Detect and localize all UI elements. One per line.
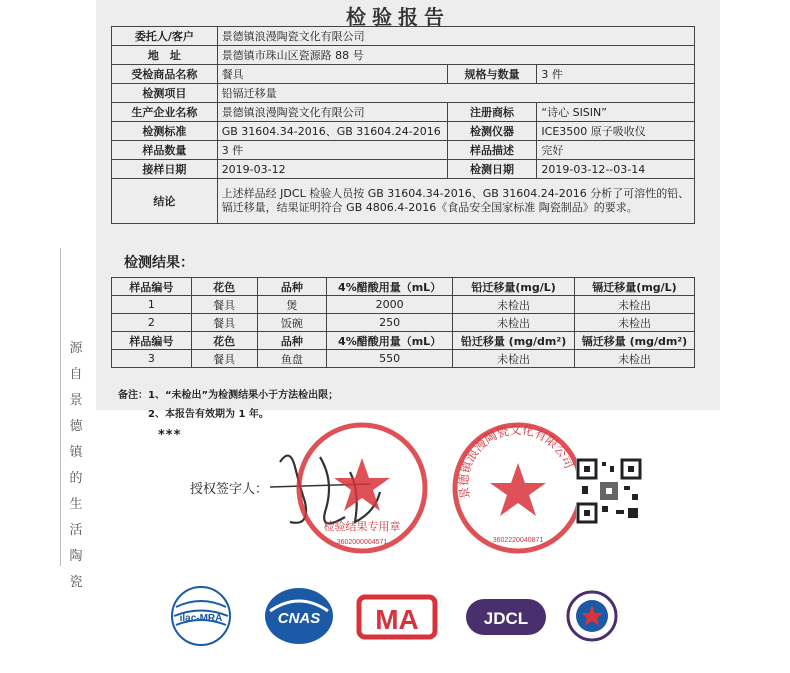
table-row — [112, 296, 695, 314]
company-seal-number: 3602220040871 — [492, 537, 544, 544]
table-cell: 煲 — [257, 296, 327, 314]
info-label: 接样日期 — [112, 160, 218, 179]
table-cell: 未检出 — [575, 350, 695, 368]
cnas-text: CNAS — [277, 610, 321, 627]
info-label: 规格与数量 — [447, 65, 537, 84]
info-label: 检测日期 — [447, 160, 537, 179]
side-divider — [60, 248, 61, 566]
side-char: 活 — [69, 523, 83, 538]
info-row — [112, 160, 695, 179]
table-cell: 餐具 — [191, 314, 257, 332]
side-char: 景 — [69, 393, 83, 408]
table-cell: 未检出 — [453, 350, 575, 368]
jdcl-logo — [464, 585, 548, 647]
info-label: 检测标准 — [112, 122, 218, 141]
table-cell: 饭碗 — [257, 314, 327, 332]
info-value: 3 件 — [537, 65, 695, 84]
signatory-label: 授权签字人： — [190, 482, 269, 497]
side-char: 陶 — [69, 549, 83, 564]
lab-seal-text: 检验结果专用章 — [323, 521, 401, 533]
table-cell: 1 — [112, 296, 192, 314]
table-cell: 250 — [327, 314, 453, 332]
info-row — [112, 122, 695, 141]
info-value: 景德镇市珠山区瓷源路 88 号 — [217, 46, 694, 65]
lab-seal-number: 3602000004571 — [336, 539, 388, 546]
side-char: 的 — [69, 471, 83, 486]
results-title: 检测结果： — [124, 255, 194, 271]
table-cell: 3 — [112, 350, 192, 368]
conclusion-text: 上述样品经 JDCL 检验人员按 GB 31604.34-2016、GB 31604.24-2016 分析了可溶性的铅、镉迁移量，结果证明符合 GB 4806.4-2016《食品安全国家标准 陶瓷制品》的要求。 — [217, 179, 694, 224]
cma-logo — [356, 585, 438, 647]
table-cell: 未检出 — [575, 296, 695, 314]
note-2: 2、本报告有效期为 1 年。 — [148, 409, 269, 420]
info-row — [112, 103, 695, 122]
info-row — [112, 141, 695, 160]
jdcl-text: JDCL — [483, 609, 529, 628]
column-header: 镉迁移量(mg/L) — [575, 278, 695, 296]
side-char: 源 — [69, 341, 83, 356]
cma-text: MA — [375, 604, 419, 635]
results-table — [111, 277, 695, 368]
qr-code — [576, 458, 642, 524]
side-char: 镇 — [69, 445, 83, 460]
info-row — [112, 27, 695, 46]
column-header: 铅迁移量(mg/L) — [453, 278, 575, 296]
column-header: 品种 — [257, 278, 327, 296]
table-cell: 餐具 — [191, 296, 257, 314]
side-char: 生 — [69, 497, 83, 512]
info-value: 3 件 — [217, 141, 447, 160]
cnas-logo — [262, 585, 336, 647]
column-header: 样品编号 — [112, 278, 192, 296]
column-header: 样品编号 — [112, 332, 192, 350]
info-label: 地 址 — [112, 46, 218, 65]
report-title: 检验报告 — [346, 5, 450, 29]
column-header: 4%醋酸用量（mL） — [327, 278, 453, 296]
table-cell: 未检出 — [453, 314, 575, 332]
info-label: 受检商品名称 — [112, 65, 218, 84]
info-value: ICE3500 原子吸收仪 — [537, 122, 695, 141]
table-row — [112, 350, 695, 368]
info-label: 样品描述 — [447, 141, 537, 160]
info-value: 铅镉迁移量 — [217, 84, 694, 103]
info-value: 餐具 — [217, 65, 447, 84]
info-value: 2019-03-12 — [217, 160, 447, 179]
column-header: 品种 — [257, 332, 327, 350]
info-value: “诗心 SISIN” — [537, 103, 695, 122]
side-char: 自 — [69, 367, 83, 382]
column-header: 镉迁移量 (mg/dm²) — [575, 332, 695, 350]
company-seal-arc-text: 景德镇浪漫陶瓷文化有限公司 — [456, 422, 577, 500]
conclusion-label: 结论 — [112, 179, 218, 224]
results-header-row — [112, 278, 695, 296]
table-cell: 鱼盘 — [257, 350, 327, 368]
note-1: 备注：1、“未检出”为检测结果小于方法检出限； — [118, 390, 339, 401]
conclusion-row — [112, 179, 695, 224]
column-header: 花色 — [191, 278, 257, 296]
info-label: 检测项目 — [112, 84, 218, 103]
side-char: 德 — [69, 419, 83, 434]
lab-seal — [292, 418, 432, 558]
info-value: 景德镇浪漫陶瓷文化有限公司 — [217, 27, 694, 46]
column-header: 花色 — [191, 332, 257, 350]
table-row — [112, 314, 695, 332]
info-label: 生产企业名称 — [112, 103, 218, 122]
table-cell: 2000 — [327, 296, 453, 314]
side-char: 瓷 — [69, 575, 83, 590]
table-cell: 2 — [112, 314, 192, 332]
info-label: 委托人/客户 — [112, 27, 218, 46]
results-header-row — [112, 332, 695, 350]
info-value: 完好 — [537, 141, 695, 160]
info-value: 2019-03-12--03-14 — [537, 160, 695, 179]
column-header: 铅迁移量 (mg/dm²) — [453, 332, 575, 350]
side-text — [68, 336, 84, 596]
table-cell: 未检出 — [575, 314, 695, 332]
info-row — [112, 84, 695, 103]
table-cell: 未检出 — [453, 296, 575, 314]
info-label: 注册商标 — [447, 103, 537, 122]
ilac-text: ilac-MRA — [179, 613, 223, 624]
info-row — [112, 65, 695, 84]
table-cell: 550 — [327, 350, 453, 368]
certification-emblem-logo — [566, 585, 618, 647]
info-label: 样品数量 — [112, 141, 218, 160]
table-cell: 餐具 — [191, 350, 257, 368]
info-row — [112, 46, 695, 65]
company-seal — [448, 418, 588, 558]
ilac-mra-logo — [170, 585, 232, 647]
info-value: GB 31604.34-2016、GB 31604.24-2016 — [217, 122, 447, 141]
column-header: 4%醋酸用量（mL） — [327, 332, 453, 350]
stars-mark: *** — [158, 428, 182, 443]
report-info-table — [111, 26, 695, 224]
info-value: 景德镇浪漫陶瓷文化有限公司 — [217, 103, 447, 122]
info-label: 检测仪器 — [447, 122, 537, 141]
